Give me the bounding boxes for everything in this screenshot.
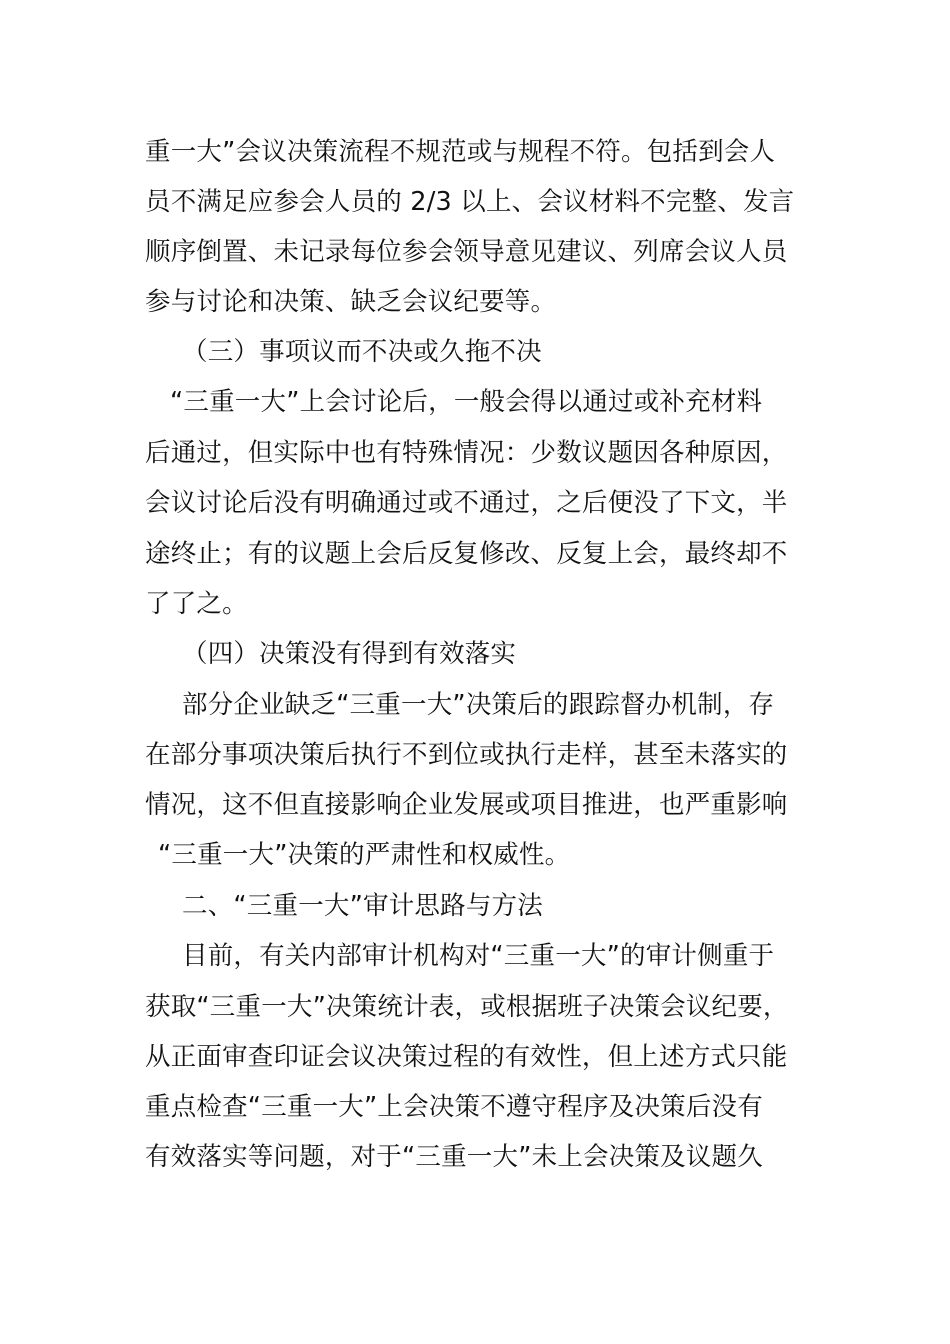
text-line: 情况，这不但直接影响企业发展或项目推进，也严重影响	[145, 790, 788, 820]
text-line: 在部分事项决策后执行不到位或执行走样，甚至未落实的	[145, 740, 788, 770]
section-heading: 二、“三重一大”审计思路与方法	[182, 891, 543, 921]
text-line: 从正面审查印证会议决策过程的有效性，但上述方式只能	[145, 1042, 788, 1072]
text-line: 获取“三重一大”决策统计表，或根据班子决策会议纪要，	[145, 992, 789, 1022]
text-line: 重点检查“三重一大”上会决策不遵守程序及决策后没有	[145, 1092, 763, 1122]
text-line: 部分企业缺乏“三重一大”决策后的跟踪督办机制，存	[182, 690, 775, 720]
text-line: 参与讨论和决策、缺乏会议纪要等。	[145, 287, 557, 317]
text-line: 目前，有关内部审计机构对“三重一大”的审计侧重于	[182, 941, 775, 971]
text-line: “三重一大”决策的严肃性和权威性。	[158, 840, 571, 870]
section-heading: （四）决策没有得到有效落实	[182, 639, 517, 669]
text-line: 途终止；有的议题上会后反复修改、反复上会，最终却不	[145, 539, 788, 569]
text-line: 员不满足应参会人员的 2/3 以上、会议材料不完整、发言	[145, 187, 795, 217]
text-line: 重一大”会议决策流程不规范或与规程不符。包括到会人	[145, 137, 776, 167]
section-heading: （三）事项议而不决或久拖不决	[182, 337, 542, 367]
text-line: 了了之。	[145, 589, 248, 619]
text-line: 会议讨论后没有明确通过或不通过，之后便没了下文，半	[145, 488, 788, 518]
text-line: 有效落实等问题，对于“三重一大”未上会决策及议题久	[145, 1142, 763, 1172]
text-line: “三重一大”上会讨论后，一般会得以通过或补充材料	[170, 387, 763, 417]
text-line: 顺序倒置、未记录每位参会领导意见建议、列席会议人员	[145, 237, 788, 267]
text-line: 后通过，但实际中也有特殊情况：少数议题因各种原因，	[145, 438, 788, 468]
